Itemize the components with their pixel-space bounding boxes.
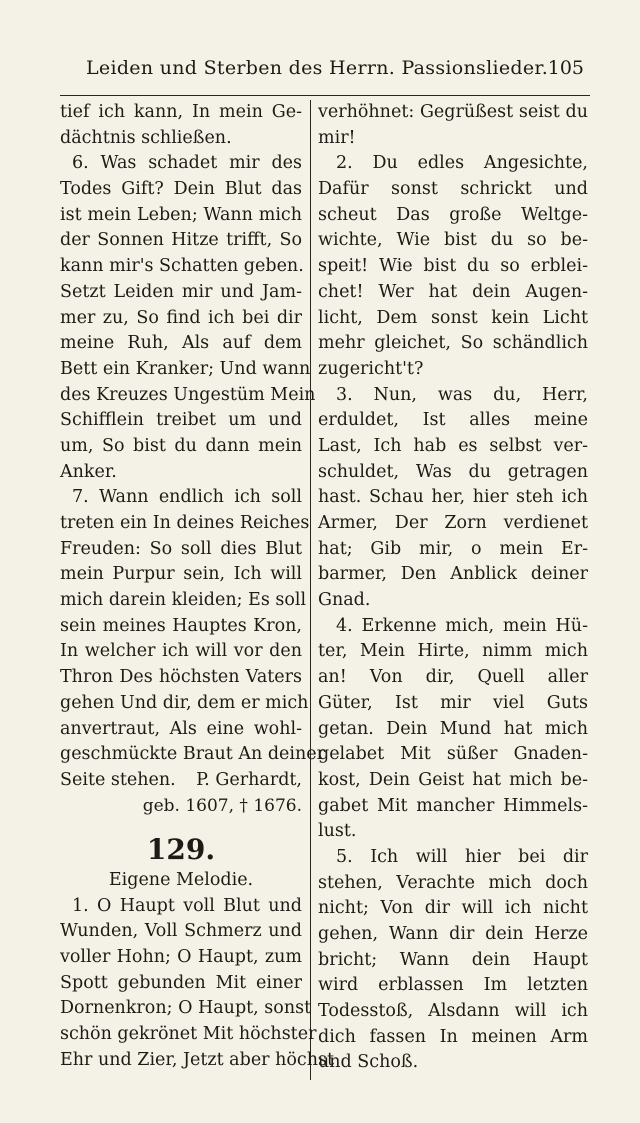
verse-start: 5. Ich will hier bei dir xyxy=(336,846,588,867)
text-line: Todesstoß, Alsdann will ich xyxy=(318,1001,588,1022)
column-divider xyxy=(310,100,311,1080)
text-line: barmer, Den Anblick deiner xyxy=(318,564,588,585)
text-line: scheut Das große Weltge- xyxy=(318,204,588,225)
text-line: gehen Und dir, dem er mich xyxy=(60,692,309,713)
text-line: schön gekrönet Mit höchster xyxy=(60,1024,317,1044)
hymn-author: P. Gerhardt, xyxy=(196,769,302,790)
text-line: verhöhnet: Gegrüßest seist du xyxy=(318,102,588,122)
text-line: gehen, Wann dir dein Herze xyxy=(318,924,588,944)
text-line: Dafür sonst schrickt und xyxy=(318,179,588,200)
header-rule xyxy=(60,95,590,96)
verse-start: 6. Was schadet mir des xyxy=(72,153,302,174)
text-line: Seite stehen. xyxy=(60,769,176,790)
text-line: des Kreuzes Ungestüm Mein xyxy=(60,384,316,405)
text-line: speit! Wie bist du so erblei- xyxy=(318,256,588,277)
page-header xyxy=(60,50,588,86)
text-line: Setzt Leiden mir und Jam- xyxy=(60,281,302,302)
text-line: Bett ein Kranker; Und wann xyxy=(60,358,311,379)
text-line: Last, Ich hab es selbst ver- xyxy=(318,435,588,456)
text-line: mich darein kleiden; Es soll xyxy=(60,590,307,611)
text-line: Anker. xyxy=(60,461,117,482)
text-line: und Schoß. xyxy=(318,1052,419,1073)
verse-start: 3. Nun, was du, Herr, xyxy=(336,384,588,405)
left-column xyxy=(60,100,334,1073)
text-line: Güter, Ist mir viel Guts xyxy=(318,692,588,713)
text-line: Armer, Der Zorn verdienet xyxy=(318,513,588,533)
verse-start: 2. Du edles Angesichte, xyxy=(336,153,588,174)
running-title: Leiden und Sterben des Herrn. Passionslieder. xyxy=(86,57,549,79)
text-line: treten ein In deines Reiches xyxy=(60,513,310,533)
text-line: nicht; Von dir will ich nicht xyxy=(318,898,588,919)
text-line: dich fassen In meinen Arm xyxy=(318,1026,588,1047)
text-line: an! Von dir, Quell aller xyxy=(318,667,588,688)
verse-start: 1. O Haupt voll Blut und xyxy=(72,895,302,916)
text-line: lust. xyxy=(318,821,357,842)
text-line: bricht; Wann dein Haupt xyxy=(318,949,588,970)
text-line: kann mir's Schatten geben. xyxy=(60,256,304,277)
text-line: wird erblassen Im letzten xyxy=(318,975,588,996)
text-line: um, So bist du dann mein xyxy=(60,435,302,456)
text-line: mir! xyxy=(318,127,356,148)
right-column xyxy=(318,100,588,1076)
text-line: hat; Gib mir, o mein Er- xyxy=(318,538,588,559)
text-line: dächtnis schließen. xyxy=(60,127,232,148)
text-line: Ehr und Zier, Jetzt aber höchst xyxy=(60,1049,334,1070)
text-line: chet! Wer hat dein Augen- xyxy=(318,281,588,302)
text-line: gelabet Mit süßer Gnaden- xyxy=(318,744,588,765)
text-line: In welcher ich will vor den xyxy=(60,641,302,662)
text-line: der Sonnen Hitze trifft, So xyxy=(60,230,302,251)
verse-start: 7. Wann endlich ich soll xyxy=(72,487,302,508)
text-line: zugericht't? xyxy=(318,358,424,379)
text-line: meine Ruh, Als auf dem xyxy=(60,333,302,354)
text-line: erduldet, Ist alles meine xyxy=(318,410,588,431)
text-line: stehen, Verachte mich doch xyxy=(318,872,588,893)
hymn-author-dates: geb. 1607, † 1676. xyxy=(142,795,302,816)
text-line: tief ich kann, In mein Ge- xyxy=(60,102,302,122)
verse-start: 4. Erkenne mich, mein Hü- xyxy=(336,615,588,636)
text-line: wichte, Wie bist du so be- xyxy=(318,230,588,251)
text-line: schuldet, Was du getragen xyxy=(318,461,588,482)
text-line: mein Purpur sein, Ich will xyxy=(60,564,302,585)
text-line: Schifflein treibet um und xyxy=(60,410,302,431)
page-number: 105 xyxy=(547,57,584,79)
text-line: mehr gleichet, So schändlich xyxy=(318,333,588,354)
text-line: kost, Dein Geist hat mich be- xyxy=(318,769,588,790)
text-line: anvertraut, Als eine wohl- xyxy=(60,718,302,739)
text-line: Freuden: So soll dies Blut xyxy=(60,538,302,559)
text-line: Gnad. xyxy=(318,590,371,611)
text-line: voller Hohn; O Haupt, zum xyxy=(60,946,302,967)
text-line: ter, Mein Hirte, nimm mich xyxy=(318,641,588,662)
text-line: getan. Dein Mund hat mich xyxy=(318,718,588,739)
text-line: licht, Dem sonst kein Licht xyxy=(318,307,588,328)
text-line: mer zu, So find ich bei dir xyxy=(60,307,302,328)
text-line: Dornenkron; O Haupt, sonst xyxy=(60,998,312,1019)
text-line: Spott gebunden Mit einer xyxy=(60,972,302,993)
text-line: Todes Gift? Dein Blut das xyxy=(60,179,302,200)
melody-note: Eigene Melodie. xyxy=(108,869,254,890)
text-line: ist mein Leben; Wann mich xyxy=(60,204,302,225)
text-line: Wunden, Voll Schmerz und xyxy=(60,921,302,942)
text-line: sein meines Hauptes Kron, xyxy=(60,615,302,636)
text-line: geschmückte Braut An deiner xyxy=(60,744,325,765)
text-line: hast. Schau her, hier steh ich xyxy=(318,487,588,508)
text-line: Thron Des höchsten Vaters xyxy=(60,667,302,688)
text-line: gabet Mit mancher Himmels- xyxy=(318,795,588,816)
hymn-number: 129. xyxy=(146,832,216,866)
